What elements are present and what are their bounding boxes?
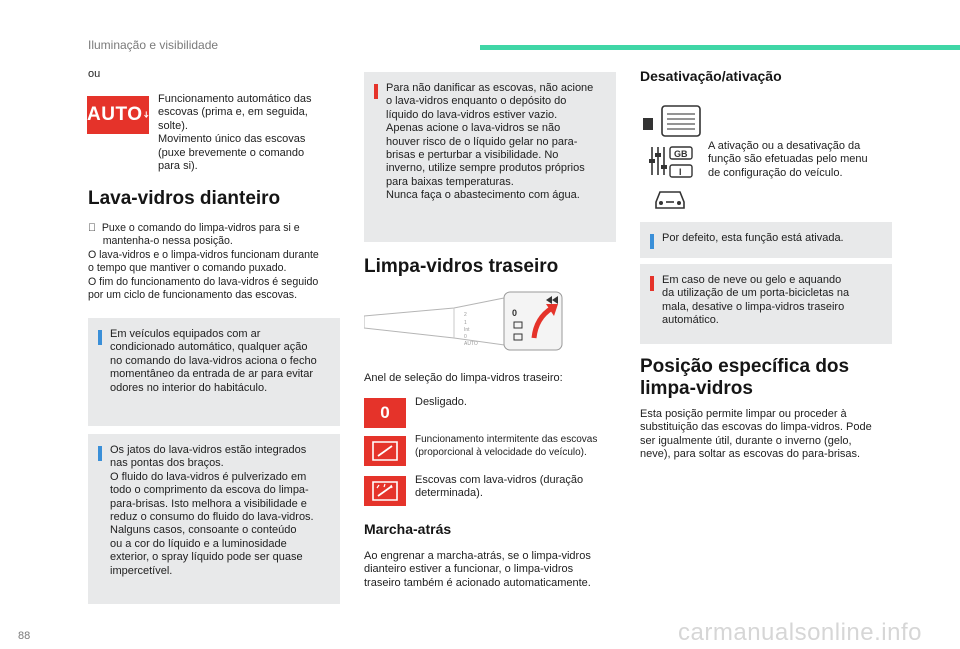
info-note-default-on: Por defeito, esta função está ativada. — [640, 222, 892, 258]
page-number: 88 — [18, 630, 31, 642]
info-note-washer-jets: Os jatos do lava-vidros estão integrados nas pontas dos braços. O fluido do lava-vidros é pulverizado em todo o comprimento da escova do limpa- para-brisas. Isto melhora a visibilidade e reduz o consumo do fluido do lava-vidros. Nalguns casos, consoante o conteúdo ou a cor do líquido e a luminosidade exterior, o spray líquido pode ser quase impercetível. — [88, 434, 340, 604]
ring-position-label: 0 — [512, 308, 518, 318]
auto-wiper-icon: AUTO — [87, 96, 149, 134]
info-note-air-conditioning: Em veículos equipados com ar condicionado automático, qualquer ação no comando do lava-vidros aciona o fecho momentâneo da entrada de ar para evitar odores no interior do habitáculo. — [88, 318, 340, 426]
deactivation-text: A ativação ou a desativação da função são efetuadas pelo menu de configuração do veículo. — [708, 140, 868, 179]
position-off-icon: 0 — [364, 398, 406, 428]
reverse-gear-title: Marcha-atrás — [364, 521, 452, 537]
settings-menu-icon — [648, 143, 696, 179]
header-accent-bar — [480, 45, 960, 50]
or-label: ou — [88, 68, 101, 80]
stalk-label: 0 — [464, 334, 467, 340]
car-settings-icon — [652, 186, 688, 212]
menu-gb-label: GB — [674, 149, 688, 159]
position-intermittent-label: Funcionamento intermitente das escovas (proporcional à velocidade do veículo). — [415, 434, 598, 458]
stalk-label: AUTO — [464, 341, 478, 347]
stalk-label: 1 — [464, 320, 467, 326]
arrow-down-icon — [144, 106, 149, 124]
special-position-title: Posição específica dos limpa-vidros — [640, 356, 850, 399]
warning-icon — [650, 276, 654, 291]
wiper-stalk-illustration — [364, 286, 574, 360]
position-off-label: Desligado. — [415, 396, 467, 408]
stalk-label: Int — [464, 327, 470, 333]
info-icon — [650, 234, 654, 249]
intermittent-wiper-icon — [364, 436, 406, 466]
auto-description: Funcionamento automático das escovas (prima e, em seguida, solte). Movimento único das escovas (puxe brevemente o comando para si). — [158, 93, 312, 173]
front-washer-title: Lava-vidros dianteiro — [88, 188, 281, 209]
info-icon — [98, 330, 102, 345]
watermark: carmanualsonline.info — [678, 619, 922, 646]
front-washer-text: Puxe o comando do limpa-vidros para si e mantenha-o nessa posição. O lava-vidros e o limpa-vidros funcionam durante o tempo que mantiver o comando puxado. O fim do funcionamento do lava-vidros é seguido por um ciclo de funcionamento das escovas. — [88, 222, 319, 302]
stalk-label: 2 — [464, 312, 467, 318]
info-icon — [98, 446, 102, 461]
warning-note-snow-ice: Em caso de neve ou gelo e aquando da utilização de um porta-bicicletas na mala, desative o limpa-vidros traseiro automático. — [640, 264, 892, 344]
section-title: Iluminação e visibilidade — [88, 38, 219, 52]
warning-note-empty-reservoir: Para não danificar as escovas, não acione o lava-vidros enquanto o depósito do líquido do lava-vidros estiver vazio. Apenas acione o lava-vidros se não houver risco de o líquido gelar no para- brisas e perturbar a visibilidade. No inverno, utilize sempre produtos próprios para baixas temperaturas. Nunca faça o abastecimento com água. — [364, 72, 616, 242]
special-position-text: Esta posição permite limpar ou proceder à substituição das escovas do limpa-vidros. Pode ser igualmente útil, durante o inverno (gelo, neve), para soltar as escovas do para-brisas. — [640, 408, 872, 461]
ring-intro: Anel de seleção do limpa-vidros traseiro: — [364, 372, 563, 384]
wiper-washer-icon — [364, 476, 406, 506]
warning-icon — [374, 84, 378, 99]
reverse-gear-text: Ao engrenar a marcha-atrás, se o limpa-vidros dianteiro estiver a funcionar, o limpa-vidros traseiro também é acionado automaticamente. — [364, 550, 591, 589]
deactivation-title: Desativação/ativação — [640, 68, 782, 84]
display-screen-icon — [640, 104, 702, 138]
position-washer-label: Escovas com lava-vidros (duração determinada). — [415, 474, 584, 500]
rear-wiper-title: Limpa-vidros traseiro — [364, 256, 559, 277]
menu-i-label: I — [679, 167, 682, 177]
